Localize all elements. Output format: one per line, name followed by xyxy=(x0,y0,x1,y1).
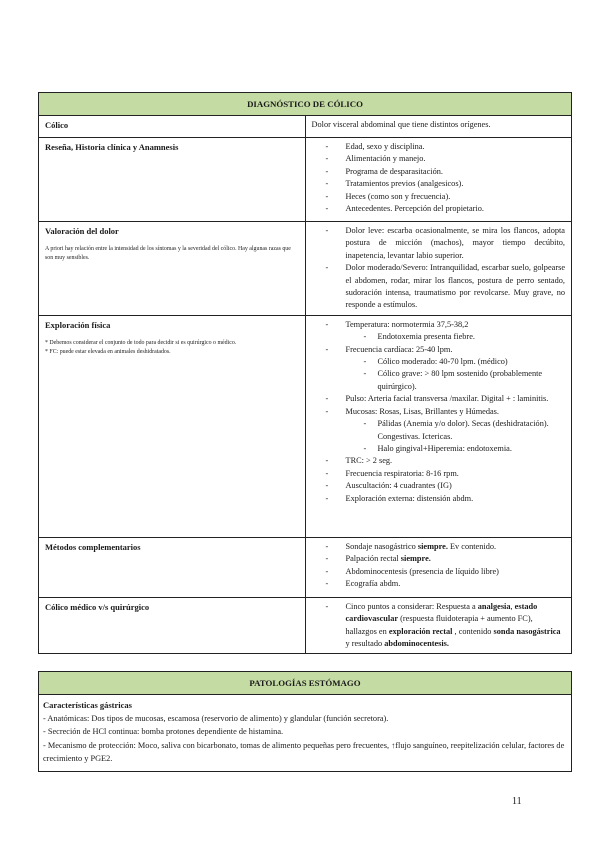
metodos-list xyxy=(312,541,566,591)
row-label: Cólico xyxy=(45,120,69,130)
list-item: - TRC: > 2 seg. xyxy=(346,455,566,467)
table-row xyxy=(39,315,572,537)
row-text: Dolor visceral abdominal que tiene distintos orígenes. xyxy=(311,120,491,129)
table-row xyxy=(39,138,572,222)
row-label: Reseña, Historia clínica y Anamnesis xyxy=(45,142,179,152)
sub-list-item: - Endotoxemia presenta fiebre. xyxy=(378,331,566,343)
row-label: Cólico médico v/s quirúrgico xyxy=(45,601,150,612)
list-item: - Antecedentes. Percepción del propietario. xyxy=(346,203,566,215)
row-label: Valoración del dolor xyxy=(45,226,119,236)
row-label: Métodos complementarios xyxy=(45,541,141,552)
paragraph-line: - Secreción de HCl continua: bomba protones dependiente de histamina. xyxy=(43,727,284,737)
list-item: - Dolor leve: escarba ocasionalmente, se mira los flancos, adopta postura de micción (machos), mayor tiempo decúbito, inapetencia, levantar labio superior. xyxy=(346,225,566,262)
list-item: - Alimentación y manejo. xyxy=(346,153,566,165)
anamnesis-list xyxy=(312,141,566,215)
paragraph-line: - Mecanismo de protección: Moco, saliva con bicarbonato, tomas de alimento pequeñas pero frecuentes, ↑flujo sanguíneo, reepitelización celular, factores de crecimiento y PGE2. xyxy=(43,740,565,763)
table-row xyxy=(39,222,572,316)
estomago-table xyxy=(38,671,572,772)
section-heading: Características gástricas xyxy=(43,700,132,710)
medico-quirurgico-list xyxy=(312,601,566,651)
list-item: - Sondaje nasogástrico siempre. Ev contenido. xyxy=(346,541,566,553)
row-note: A priori hay relación entre la intensidad de los síntomas y la severidad del cólico. Hay algunas razas que son muy sensibles. xyxy=(45,246,291,261)
list-item: - Mucosas: Rosas, Lisas, Brillantes y Húmedas. - Pálidas (Anemia y/o dolor). Secas (deshidratación). Congestivas. Ictericas. - Halo gingival+Hiperemia: endotoxemia. xyxy=(346,406,566,456)
sub-list-item: - Pálidas (Anemia y/o dolor). Secas (deshidratación). Congestivas. Ictericas. xyxy=(378,418,566,443)
list-item: - Frecuencia respiratoria: 8-16 rpm. xyxy=(346,468,566,480)
sub-list-item: - Halo gingival+Hiperemia: endotoxemia. xyxy=(378,443,566,455)
list-item: - Pulso: Arteria facial transversa /maxilar. Digital + : laminitis. xyxy=(346,393,566,405)
list-item: - Dolor moderado/Severo: Intranquilidad, escarbar suelo, golpearse el abdomen, rodar, mirar los flancos, postura de perro sentado, sudoración intensa, traumatismo por revolcarse. Muy grave, no responde a estímulos. xyxy=(346,262,566,312)
list-item: - Programa de desparasitación. xyxy=(346,166,566,178)
row-note: * FC: puede estar elevada en animales deshidratados. xyxy=(45,348,171,355)
table-row xyxy=(39,537,572,597)
list-item: - Heces (como son y frecuencia). xyxy=(346,191,566,203)
list-item: - Abdominocentesis (presencia de líquido libre) xyxy=(346,566,566,578)
sub-list-item: - Cólico moderado: 40-70 lpm. (médico) xyxy=(378,356,566,368)
paragraph-line: - Anatómicas: Dos tipos de mucosas, escamosa (reservorio de alimento) y glandular (función secretora). xyxy=(43,714,389,724)
list-item: - Frecuencia cardíaca: 25-40 lpm. - Cólico moderado: 40-70 lpm. (médico) - Cólico grave: > 80 lpm sostenido (probablemente quirúrgico). xyxy=(346,344,566,394)
dolor-list xyxy=(312,225,566,312)
table-row xyxy=(39,695,572,772)
table-row xyxy=(39,597,572,654)
row-label: Exploración física xyxy=(45,319,111,330)
exploracion-list xyxy=(312,319,566,505)
list-item: - Auscultación: 4 cuadrantes (IG) xyxy=(346,480,566,492)
table-row xyxy=(39,116,572,138)
list-item: - Temperatura: normotermia 37,5-38,2 - Endotoxemia presenta fiebre. xyxy=(346,319,566,344)
list-item: - Edad, sexo y disciplina. xyxy=(346,141,566,153)
list-item: - Ecografía abdm. xyxy=(346,578,566,590)
colico-table xyxy=(38,92,572,654)
list-item: - Palpación rectal siempre. xyxy=(346,553,566,565)
row-note: * Debemos considerar el conjunto de todo para decidir si es quirúrgico o médico. xyxy=(45,340,237,347)
list-item: - Exploración externa: distensión abdm. xyxy=(346,493,566,505)
list-item: - Cinco puntos a considerar: Respuesta a analgesia, estado cardiovascular (respuesta fluidoterapia + aumento FC), hallazgos en exploración rectal , contenido sonda nasogástrica y resultado abdominocentesis. xyxy=(346,601,566,651)
page-number: 11 xyxy=(512,796,522,807)
list-item: - Tratamientos previos (analgesicos). xyxy=(346,178,566,190)
sub-list-item: - Cólico grave: > 80 lpm sostenido (probablemente quirúrgico). xyxy=(378,368,566,393)
colico-table-title: DIAGNÓSTICO DE CÓLICO xyxy=(39,93,572,116)
estomago-table-title: PATOLOGÍAS ESTÓMAGO xyxy=(39,672,572,695)
